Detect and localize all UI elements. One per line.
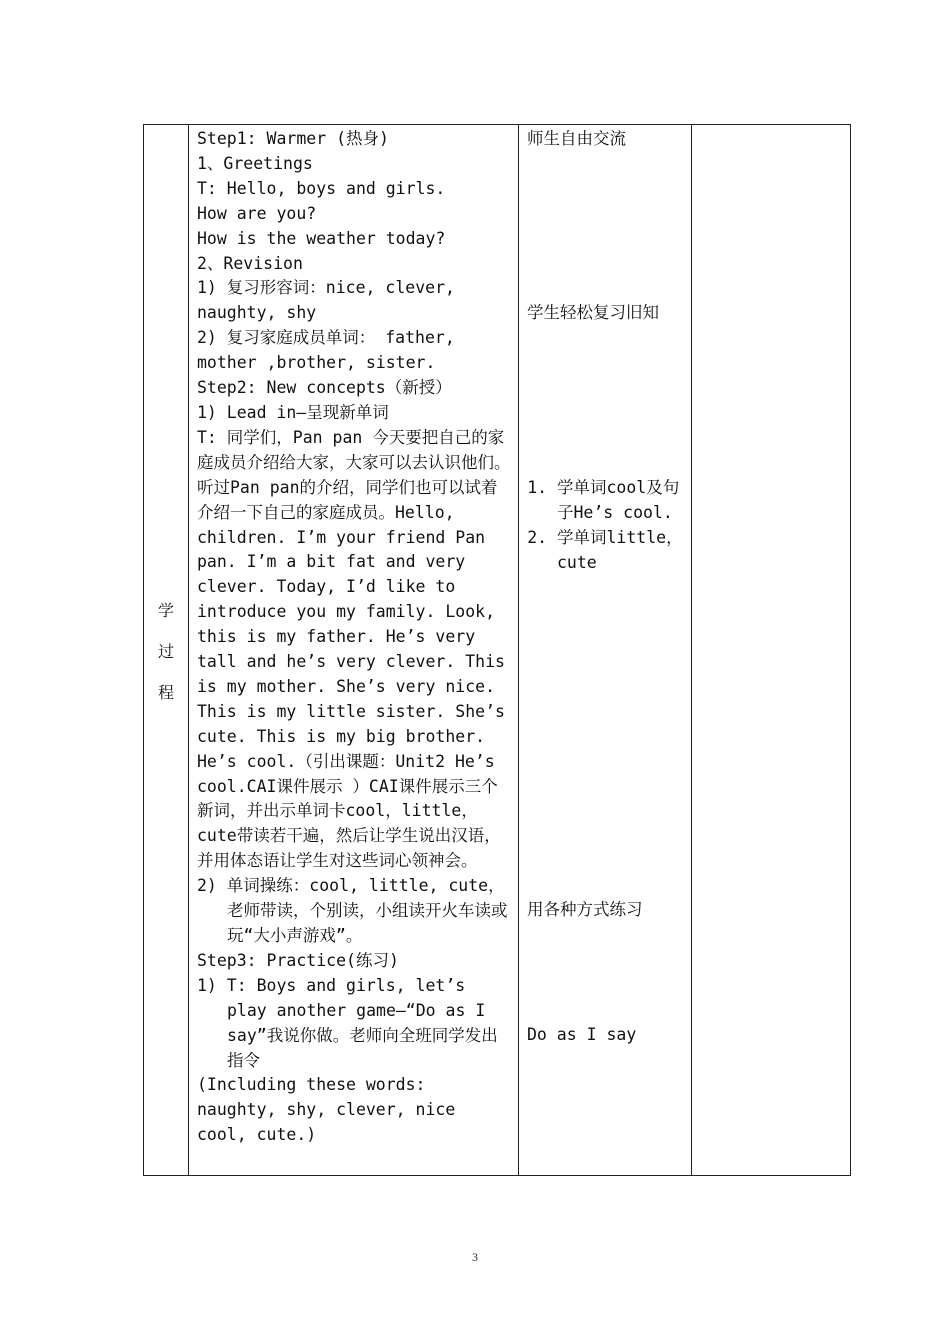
section-label-char: 学 (157, 600, 174, 620)
text-line: How is the weather today? (197, 228, 446, 248)
section-label-char: 程 (157, 682, 174, 702)
greetings-heading: 1、Greetings (197, 153, 313, 173)
activity-review: 学生轻松复习旧知 (527, 303, 659, 322)
teaching-steps-cell (189, 125, 519, 1176)
page-number: 3 (472, 1250, 478, 1264)
practice-note: (Including these words: naughty, shy, clever, nice cool, cute.) (197, 1075, 456, 1145)
practice-item: 1) T: Boys and girls, let’s play another game—“Do as I say”我说你做。老师向全班同学发出指令 (197, 975, 498, 1070)
revision-item: 2) 复习家庭成员单词： father, mother ,brother, sister. (197, 328, 455, 373)
activity-list-item: 1. 学单词cool及句子He’s cool. (557, 476, 685, 526)
lead-in-heading: 1) Lead in—呈现新单词 (197, 402, 389, 422)
text-line: T: Hello, boys and girls. (197, 178, 446, 198)
activity-new-words-list (527, 476, 685, 576)
student-activity-cell (519, 125, 692, 1176)
revision-item: 1) 复习形容词：nice, clever, naughty, shy (197, 278, 455, 323)
word-drill-item: 2) 单词操练：cool, little, cute，老师带读，个别读，小组读开火车读或玩“大小声游戏”。 (197, 876, 508, 945)
step1-heading: Step1: Warmer (热身) (197, 129, 389, 148)
activity-list-item: 2. 学单词little，cute (557, 526, 685, 576)
lead-in-paragraph: T: 同学们，Pan pan 今天要把自己的家庭成员介绍给大家，大家可以去认识他们。听过Pan pan的介绍，同学们也可以试着介绍一下自己的家庭成员。Hello, children. I’m your friend Pan pan. I’m a bit fat and very clever. Today, I’d like to introduce you my family. Look, this is my father. He’s very tall and he’s very clever. This is my mother. She’s very nice. This is my little sister. She’s cute. This is my big brother. He’s cool.（引出课题：Unit2 He’s cool.CAI课件展示 ）CAI课件展示三个新词，并出示单词卡cool，little，cute带读若干遍，然后让学生说出汉语，并用体态语让学生对这些词心领神会。 (197, 427, 511, 871)
section-label-cell (144, 125, 189, 1176)
section-label-char: 过 (157, 641, 174, 661)
text-line: How are you? (197, 203, 317, 223)
notes-cell (692, 125, 851, 1176)
activity-free-talk: 师生自由交流 (527, 129, 626, 148)
lesson-plan-table (143, 124, 851, 1176)
activity-practice: 用各种方式练习 (527, 900, 643, 919)
step3-heading: Step3: Practice(练习) (197, 950, 399, 970)
activity-game: Do as I say (527, 1025, 637, 1044)
table-row (144, 125, 851, 1176)
revision-heading: 2、Revision (197, 253, 303, 273)
step2-heading: Step2: New concepts（新授） (197, 378, 452, 398)
